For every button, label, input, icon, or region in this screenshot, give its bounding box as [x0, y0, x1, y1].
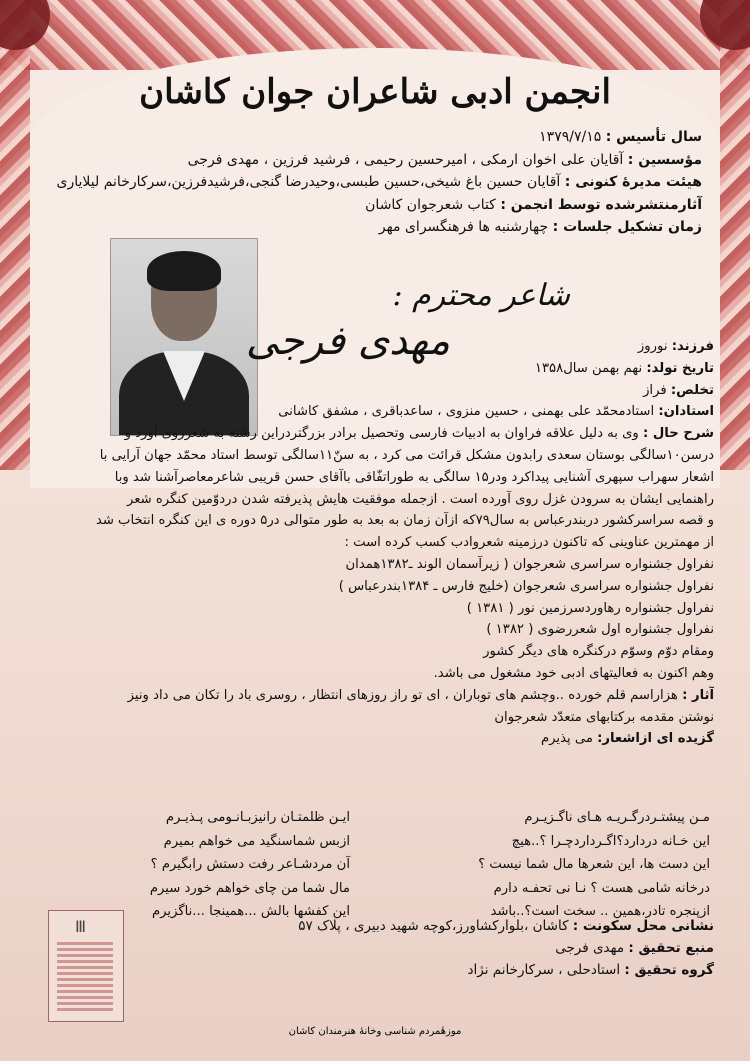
bio-row [304, 336, 714, 358]
info-label: آثارمنتشرشده توسط انجمن : [500, 196, 702, 213]
bio-text: درسن۱۰سالگی بوستان سعدی رابدون مشکل قرائت می کرد ، به سنّ۱۱سالگی توسط استاد محمّد جهان آرایی با [99, 447, 714, 463]
info-value: آقایان حسین باغ شیخی،حسین طبسی،وحیدرضا گنجی،فرشیدفرزین،سرکارخانم لیلایاری [56, 174, 561, 190]
bio-value: نهم بهمن سال۱۳۵۸ [534, 360, 643, 376]
bio-value: فراز [643, 382, 667, 398]
bio-text: ومقام دوّم وسوّم درکنگره های دیگر کشور [483, 644, 714, 660]
footer-label: گروه تحقیق : [624, 962, 714, 978]
association-info [56, 126, 702, 239]
bio-row [34, 401, 714, 423]
works-text: نوشتن مقدمه برکتابهای متعدّد شعرجوان [494, 709, 714, 725]
poem-couplet [50, 830, 710, 854]
bio-value: می پذیرم [540, 731, 593, 747]
info-row [142, 126, 702, 149]
info-row [142, 194, 702, 217]
footer-row [154, 937, 714, 959]
bio-label: گزیده ای ازاشعار: [597, 731, 714, 747]
poem [50, 806, 710, 924]
bio-text: وی به دلیل علاقه فراوان به ادبیات فارسی وتحصیل برادر بزرگتردراین رشته به شعرروی آورد و [124, 426, 639, 442]
poem-hemistich: این دست ها، این شعرها مال شما نیست ؟ [478, 857, 710, 872]
award-item: نفراول جشنواره سراسری شعرجوان ( زیرآسمان الوند ـ۱۳۸۲همدان [345, 556, 714, 572]
award-item: نفراول جشنواره سراسری شعرجوان (خلیج فارس ـ ۱۳۸۴بندرعباس ) [338, 578, 714, 594]
award-item: نفراول جشنواره رهاوردسرزمین نور ( ۱۳۸۱ ) [466, 600, 714, 616]
bio-label: استادان: [658, 404, 714, 420]
footer-row [154, 915, 714, 937]
bio-row [304, 358, 714, 380]
poem-hemistich: ایـن ظلمتـان رانیزبـانـومی پـذیـرم [165, 810, 350, 825]
bio-label: شرح حال : [642, 426, 714, 442]
logo-mark: Ⅲ [75, 917, 87, 936]
bio-text: اشعار سهراب سپهری آشنایی پیداکرد ودر۱۵ سالگی به طوراتفّاقی باآقای حسن قریبی شاعرمعاصرآشنا شد وبا [114, 469, 714, 485]
footer-value: استادحلی ، سرکارخانم نژاد [467, 962, 621, 978]
info-label: مؤسسین : [627, 151, 702, 168]
poem-hemistich: ازبس شماسنگید می خواهم بمیرم [163, 833, 350, 849]
bio-label: تاریخ تولد: [646, 360, 714, 376]
footer-label: نشانی محل سکونت : [572, 918, 714, 934]
bio-label: فرزند: [671, 339, 714, 354]
logo-illustration [57, 939, 113, 1011]
info-value: چهارشنبه ها فرهنگسرای مهر [378, 219, 549, 235]
footer-row [154, 959, 714, 981]
bio-row [304, 380, 714, 402]
info-row [142, 216, 702, 239]
poem-hemistich: ازپنجره تادر،همین .. سخت است؟..باشد [490, 904, 710, 919]
poem-couplet [50, 806, 710, 830]
info-row [56, 171, 702, 194]
bio-value: استادمحمّد علی بهمنی ، حسین منزوی ، ساعدباقری ، مشفق کاشانی [278, 404, 655, 420]
poem-hemistich: درخانه شامی هست ؟ نـا نی تحفـه دارم [493, 880, 710, 896]
bio-row [34, 728, 714, 750]
footer-value: کاشان ،بلوارکشاورز،کوچه شهید دبیری ، پلاک ۵۷ [298, 918, 569, 934]
poem-couplet [50, 877, 710, 901]
footer-caption: موزهٔمردم شناسی وخانهٔ هنرمندان کاشان [288, 1026, 462, 1037]
info-label: زمان تشکیل جلسات : [552, 219, 702, 235]
works-text: هزاراسم قلم خورده ..وچشم های توباران ، ای تو راز روزهای انتظار ، روسری باد را تکان می داد ونیز [127, 687, 678, 703]
poet-name: مهدی فرجی [245, 318, 450, 364]
poem-couplet [50, 853, 710, 877]
bio-value: نوروز [637, 339, 668, 354]
bio-label: تخلص: [670, 382, 714, 398]
research-info [154, 915, 714, 981]
page-title: انجمن ادبی شاعران جوان کاشان [139, 72, 611, 112]
footer-value: مهدی فرجی [555, 940, 625, 956]
poem-hemistich: مال شما من چای خواهم خورد سیرم [149, 880, 350, 896]
info-value: آقایان علی اخوان ارمکی ، امیرحسین رحیمی ، فرشید فرزین ، مهدی فرجی [187, 151, 624, 168]
photo-hair [147, 251, 221, 291]
info-label: هیئت مدیرهٔ کنونی : [564, 174, 702, 190]
poet-heading: شاعر محترم : [392, 278, 570, 313]
poem-hemistich: مـن پیشتـردرگـریـه هـای ناگـزیـرم [524, 810, 710, 825]
info-label: سال تأسیس : [605, 129, 702, 145]
museum-logo [48, 910, 124, 1022]
bio-text: راهنمایی ایشان به سرودن غزل روی آورده است . ازجمله موفقیت هایش پذیرفته شدن دردوّمین کنگره شعر [127, 491, 714, 507]
biography [34, 336, 714, 750]
award-item: نفراول جشنواره اول شعررضوی ( ۱۳۸۲ ) [486, 622, 714, 638]
poem-hemistich: این کفشها بالش ...همینجا ...ناگزیرم [151, 904, 350, 919]
bio-text: وهم اکنون به فعالیتهای ادبی خود مشغول می باشد. [433, 665, 714, 681]
poem-hemistich: آن مردشـاعر رفت دستش رابگیرم ؟ [150, 857, 350, 872]
info-row [142, 149, 702, 172]
info-value: کتاب شعرجوان کاشان [365, 196, 496, 213]
bio-text: از مهمترین عناوینی که تاکنون درزمینه شعروادب کسب کرده است : [344, 535, 714, 551]
bio-row [34, 685, 714, 707]
bio-text: و قصه سراسرکشور دربندرعباس به سال۷۹که ازآن زمان به بعد به طور متوالی در۵ دوره ی این کنگره انتخاب شد [95, 513, 714, 529]
footer-label: منبع تحقیق : [628, 940, 714, 956]
info-value: ۱۳۷۹/۷/۱۵ [539, 129, 602, 145]
bio-label: آثار : [682, 687, 714, 703]
bio-row [34, 423, 714, 445]
poem-hemistich: این خـانه دردارد؟اگـرداردچـرا ؟..هیچ [511, 833, 710, 849]
